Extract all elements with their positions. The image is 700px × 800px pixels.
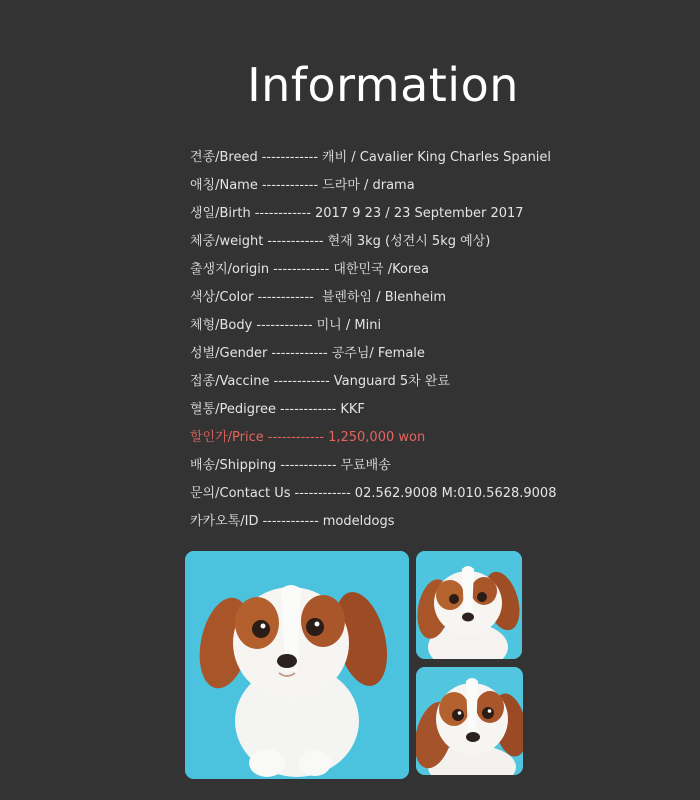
dog-info-list [190, 146, 556, 538]
info-value: 현재 3kg (성견시 5kg 예상) [327, 234, 491, 249]
info-value: KKF [340, 402, 365, 417]
puppy-photo-side [416, 551, 522, 659]
info-separator: ------------ [267, 234, 324, 249]
info-value: 대한민국 /Korea [333, 262, 429, 277]
info-label: 성별/Gender [190, 346, 268, 361]
cavalier-puppy-full-body-icon [185, 551, 409, 779]
page-title: Information [247, 58, 519, 112]
info-value: 2017 9 23 / 23 September 2017 [315, 206, 524, 221]
cavalier-puppy-face-icon [416, 551, 522, 659]
info-separator: ------------ [280, 458, 337, 473]
info-label: 생일/Birth [190, 206, 251, 221]
cavalier-puppy-face-closeup-icon [416, 667, 523, 775]
info-row-origin [190, 258, 556, 286]
info-row-gender [190, 342, 556, 370]
info-row-contact [190, 482, 556, 510]
info-label: 색상/Color [190, 290, 254, 305]
info-label: 체중/weight [190, 234, 264, 249]
info-separator: ------------ [257, 290, 314, 305]
info-label: 애칭/Name [190, 178, 258, 193]
info-value: 드라마 / drama [322, 178, 415, 193]
info-row-body [190, 314, 556, 342]
puppy-photo-main [185, 551, 409, 779]
info-row-pedigree [190, 398, 556, 426]
info-row-birth [190, 202, 556, 230]
info-label: 체형/Body [190, 318, 253, 333]
info-row-vaccine [190, 370, 556, 398]
info-row-weight [190, 230, 556, 258]
info-label: 카카오톡/ID [190, 514, 259, 529]
info-separator: ------------ [262, 514, 319, 529]
info-separator: ------------ [294, 486, 351, 501]
info-separator: ------------ [261, 178, 319, 193]
info-value: 블렌하임 / Blenheim [317, 290, 447, 305]
info-value: Vanguard 5차 완료 [333, 374, 450, 389]
info-row-name [190, 174, 556, 202]
info-value: 캐비 / Cavalier King Charles Spaniel [322, 150, 552, 165]
info-label: 할인가/Price [190, 430, 264, 445]
info-label: 문의/Contact Us [190, 486, 291, 501]
info-separator: ------------ [271, 346, 328, 361]
info-label: 배송/Shipping [190, 458, 277, 473]
info-value: 무료배송 [340, 458, 391, 473]
info-value: 공주님/ Female [331, 346, 425, 361]
info-value: 1,250,000 won [328, 430, 426, 445]
info-row-kakao-id [190, 510, 556, 538]
info-label: 혈통/Pedigree [190, 402, 277, 417]
info-separator: ------------ [273, 374, 330, 389]
info-label: 견종/Breed [190, 150, 258, 165]
info-value: 02.562.9008 M:010.5628.9008 [354, 486, 557, 501]
info-row-shipping [190, 454, 556, 482]
info-label: 출생지/origin [190, 262, 270, 277]
puppy-photo-closeup [416, 667, 523, 775]
info-row-breed [190, 146, 556, 174]
info-separator: ------------ [280, 402, 337, 417]
info-row-price [190, 426, 556, 454]
info-separator: ------------ [254, 206, 312, 221]
info-separator: ------------ [256, 318, 313, 333]
info-separator: ------------ [261, 150, 319, 165]
info-separator: ------------ [267, 430, 325, 445]
info-row-color [190, 286, 556, 314]
info-value: modeldogs [322, 514, 395, 529]
info-value: 미니 / Mini [316, 318, 382, 333]
info-separator: ------------ [273, 262, 330, 277]
info-label: 접종/Vaccine [190, 374, 270, 389]
